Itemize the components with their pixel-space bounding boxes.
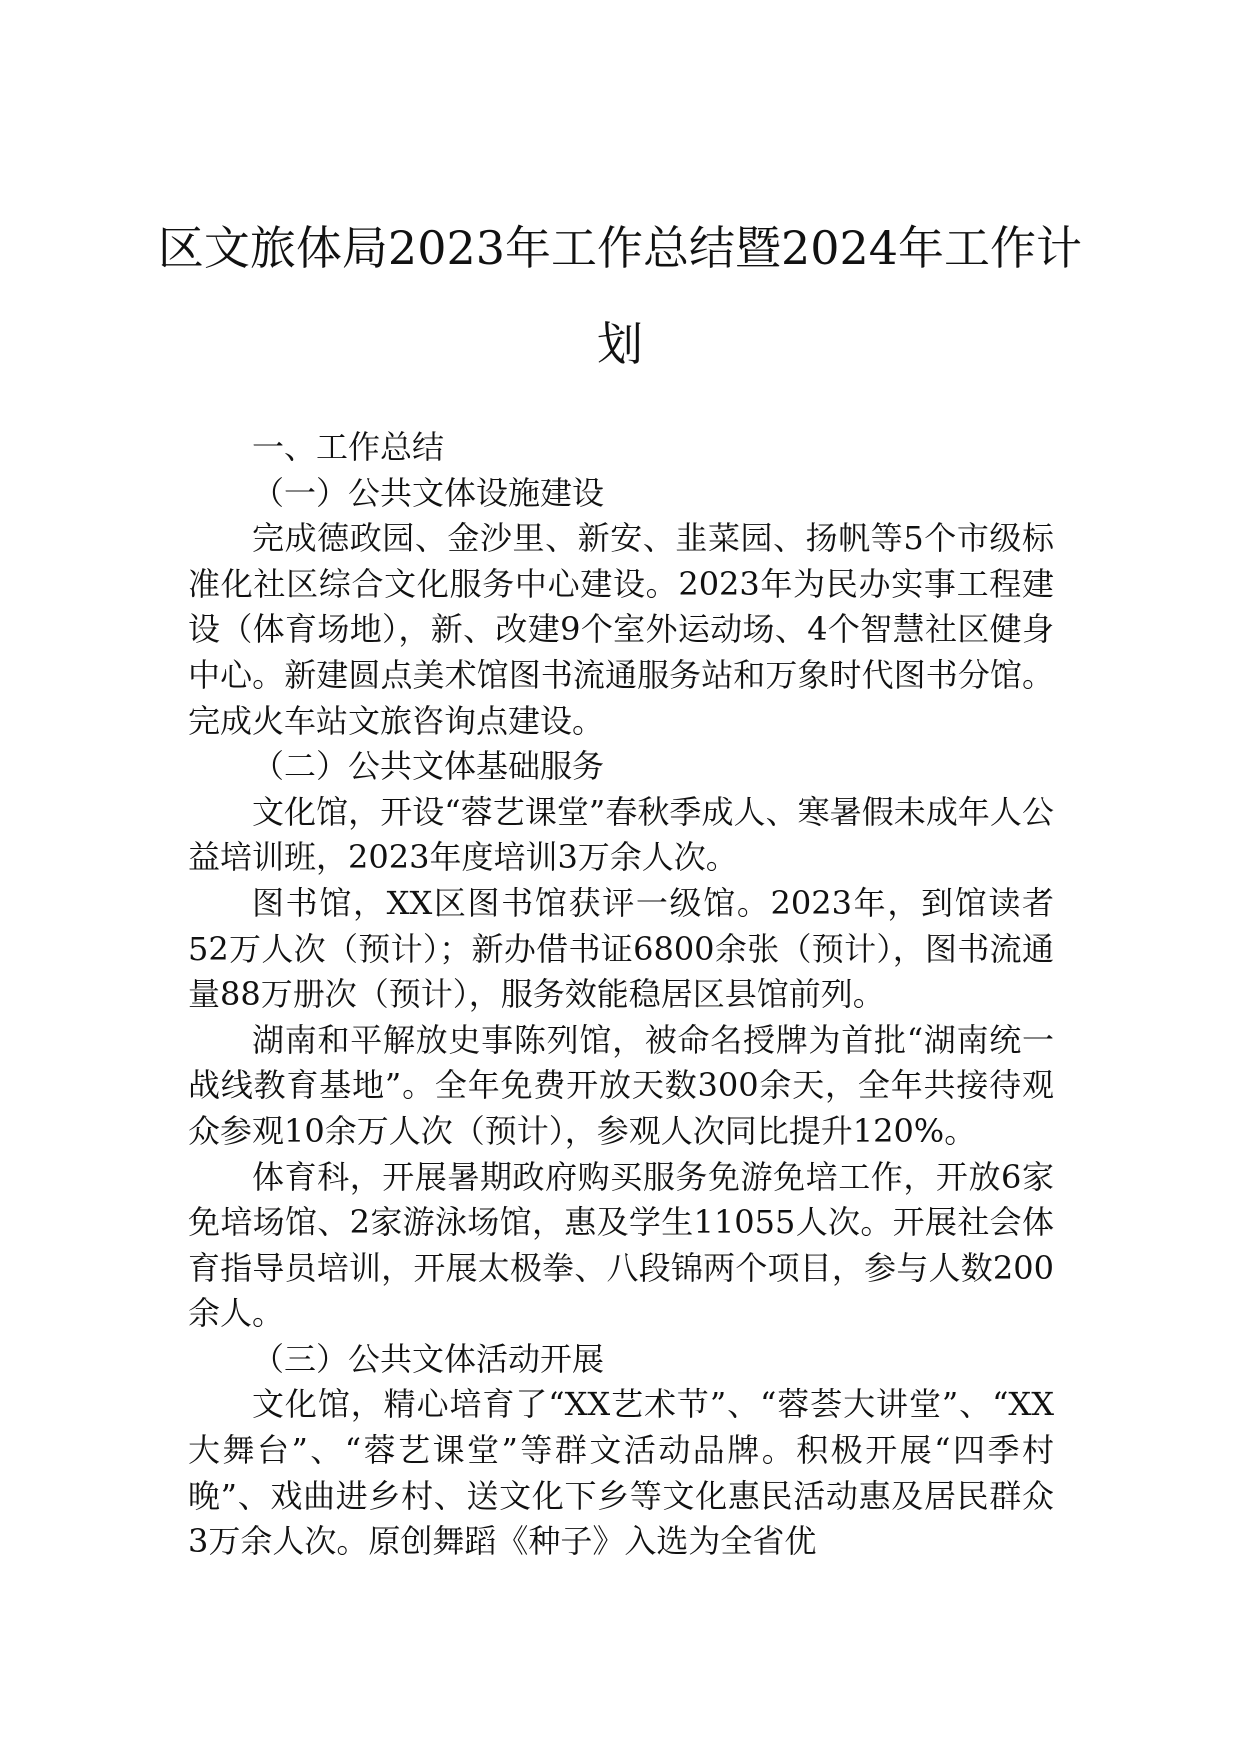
paragraph-library: 图书馆，XX区图书馆获评一级馆。2023年，到馆读者52万人次（预计）；新办借书证6800余张（预计），图书流通量88万册次（预计），服务效能稳居区县馆前列。 bbox=[188, 883, 1054, 1014]
subsection-heading-basic-services: （二）公共文体基础服务 bbox=[252, 747, 605, 786]
paragraph-activities: 文化馆，精心培育了“XX艺术节”、“蓉荟大讲堂”、“XX大舞台”、“蓉艺课堂”等群文活动品牌。积极开展“四季村晚”、戏曲进乡村、送文化下乡等文化惠民活动惠及居民群众3万余人次。原创舞蹈《种子》入选为全省优 bbox=[188, 1385, 1054, 1561]
subsection-heading-activities: （三）公共文体活动开展 bbox=[252, 1339, 605, 1378]
paragraph-museum: 湖南和平解放史事陈列馆，被命名授牌为首批“湖南统一战线教育基地”。全年免费开放天数300余天，全年共接待观众参观10余万人次（预计），参观人次同比提升120%。 bbox=[188, 1020, 1054, 1150]
paragraph-cultural-center: 文化馆，开设“蓉艺课堂”春秋季成人、寒暑假未成年人公益培训班，2023年度培训3万余人次。 bbox=[188, 792, 1054, 877]
document-body bbox=[188, 425, 1054, 1565]
paragraph-facilities: 完成德政园、金沙里、新安、韭菜园、扬帆等5个市级标准化社区综合文化服务中心建设。2023年为民办实事工程建设（体育场地），新、改建9个室外运动场、4个智慧社区健身中心。新建圆点美术馆图书流通服务站和万象时代图书分馆。完成火车站文旅咨询点建设。 bbox=[188, 519, 1054, 740]
subsection-heading-facilities: （一）公共文体设施建设 bbox=[252, 473, 605, 512]
paragraph-sports: 体育科，开展暑期政府购买服务免游免培工作，开放6家免培场馆、2家游泳场馆，惠及学生11055人次。开展社会体育指导员培训，开展太极拳、八段锦两个项目，参与人数200余人。 bbox=[188, 1157, 1054, 1333]
document-title: 区文旅体局2023年工作总结暨2024年工作计划 bbox=[157, 221, 1083, 371]
section-heading-work-summary: 一、工作总结 bbox=[252, 428, 445, 466]
